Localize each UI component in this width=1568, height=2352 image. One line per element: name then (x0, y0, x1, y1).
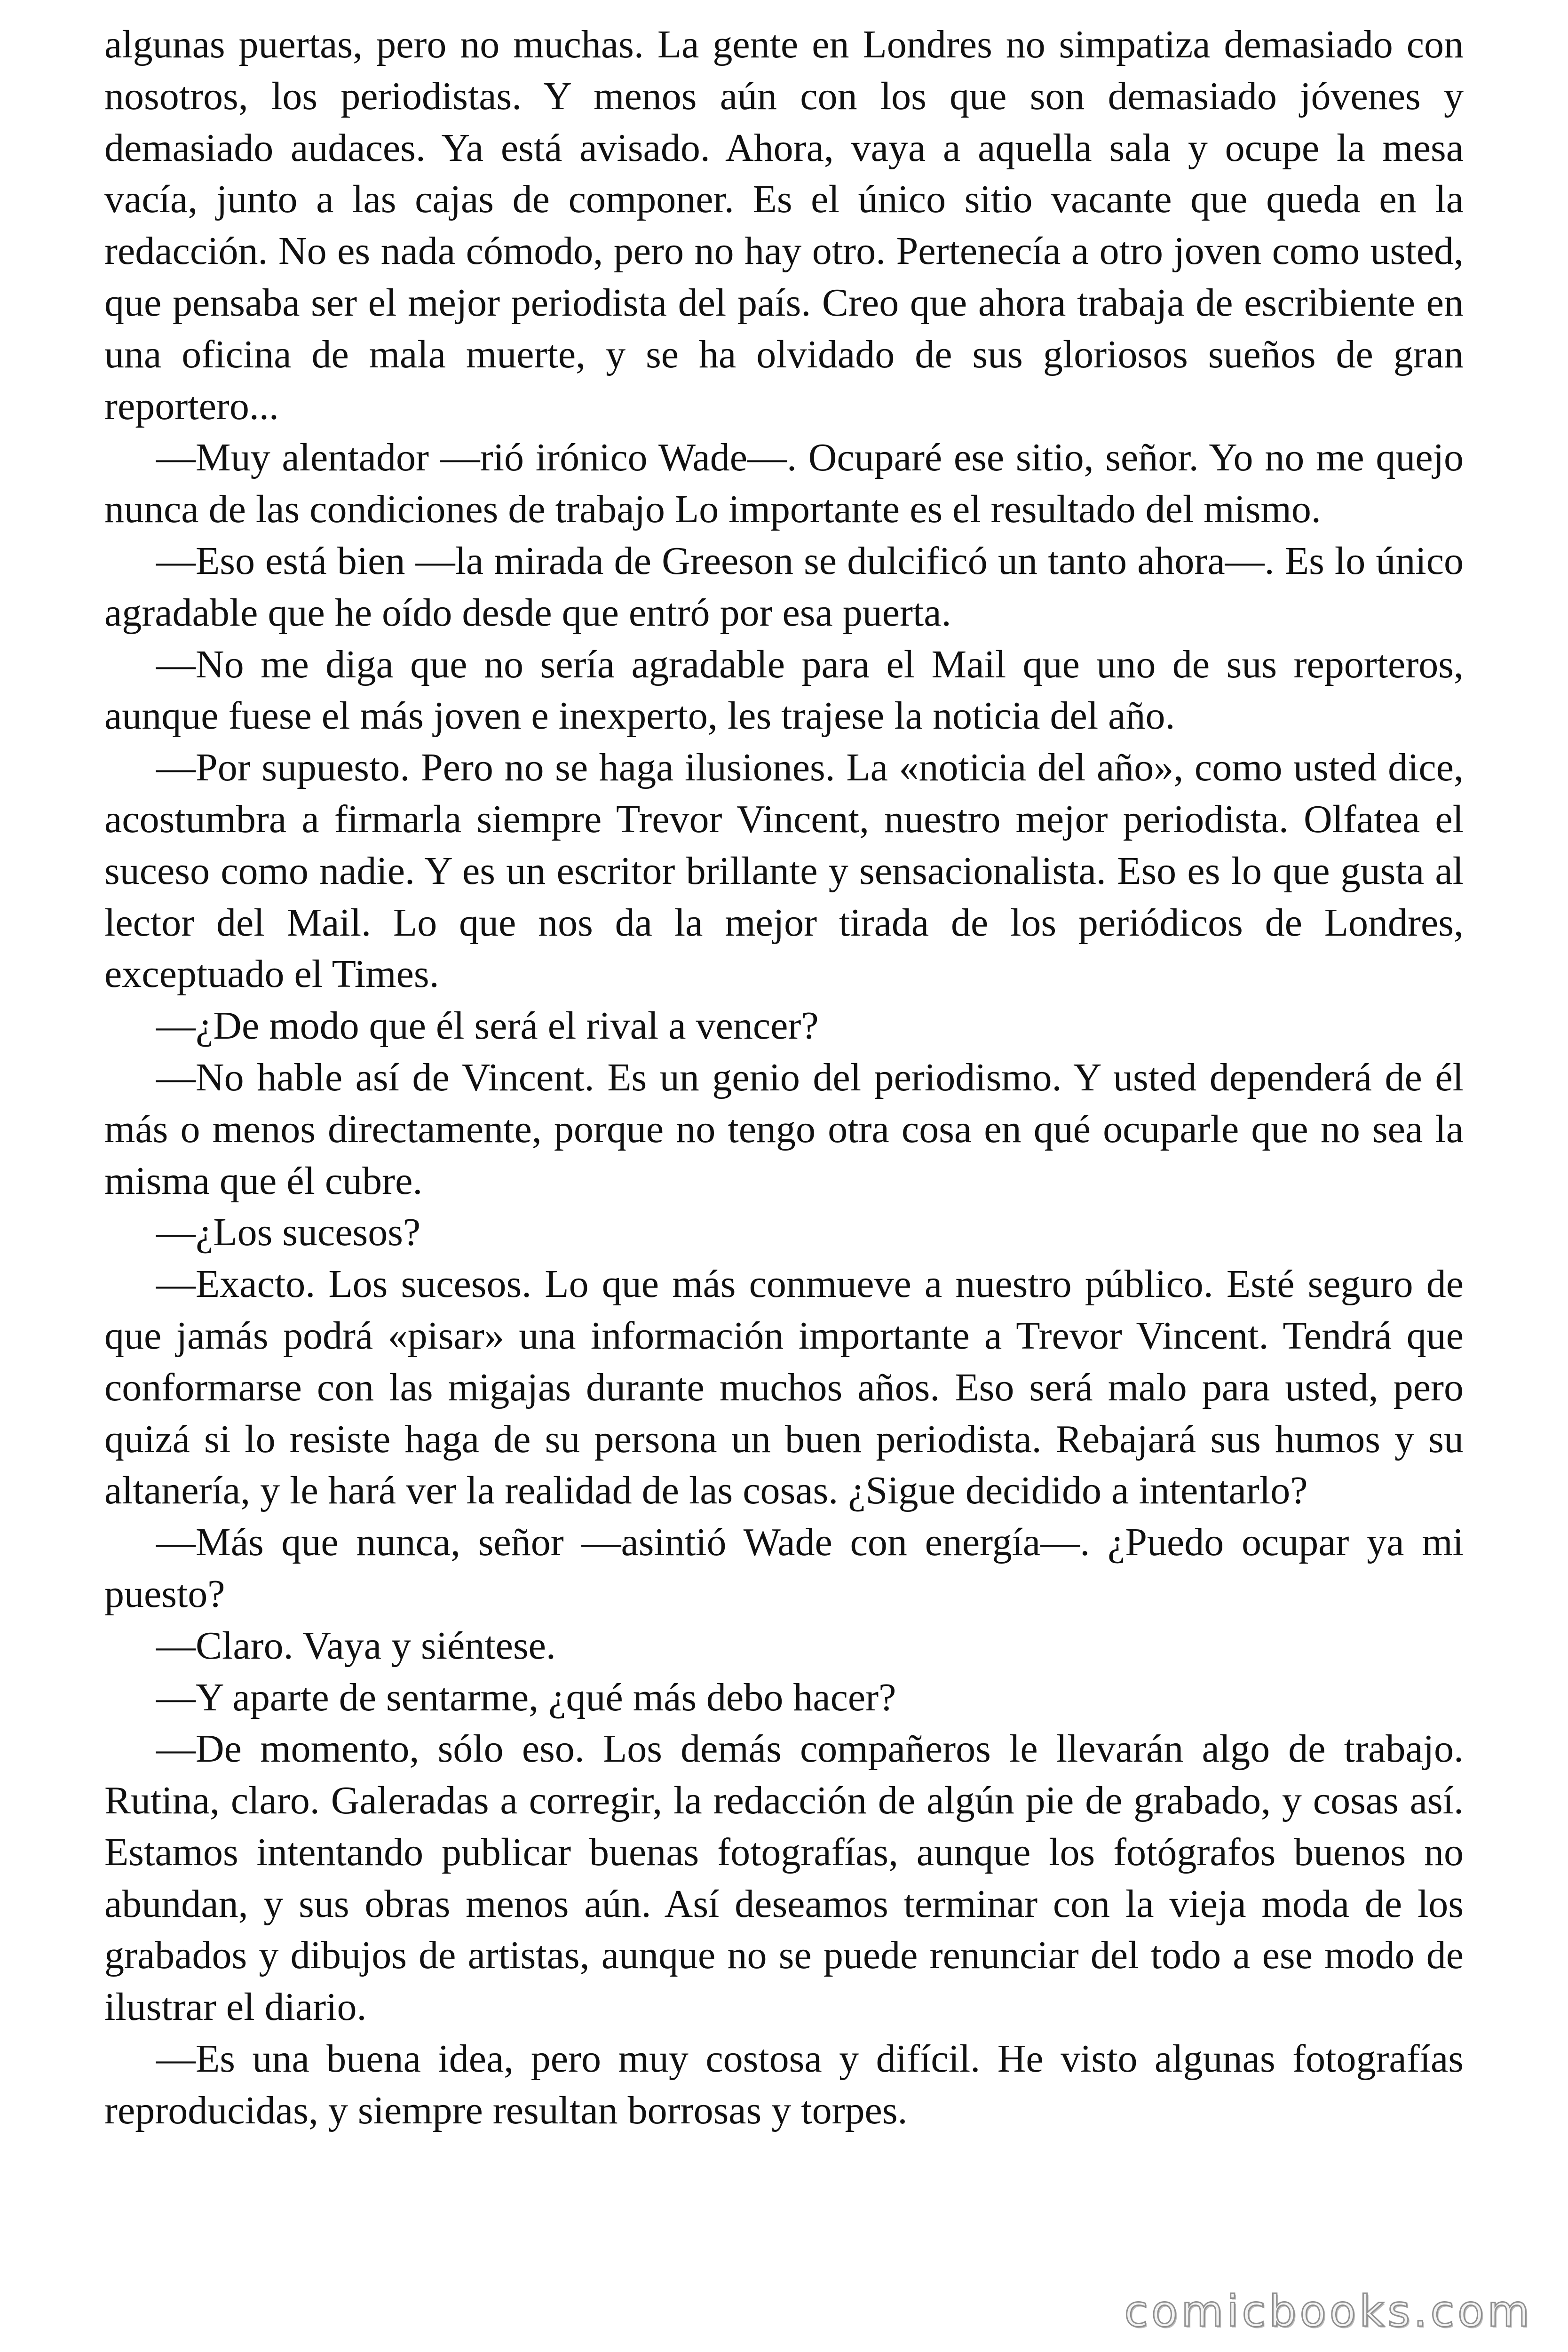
dialogue-paragraph: —No hable así de Vincent. Es un genio del periodismo. Y usted dependerá de él más o menos directamente, porque no tengo otra cosa en qué ocuparle que no sea la misma que él cubre. (104, 1055, 1464, 1203)
watermark-logo: comicbooks.com (1124, 2286, 1533, 2336)
dialogue-paragraph: —¿Los sucesos? (156, 1210, 421, 1255)
paragraph-continuation: algunas puertas, pero no muchas. La gente en Londres no simpatiza demasiado con nosotros, los periodistas. Y menos aún con los que son demasiado jóvenes y demasiado audaces. Ya está avisado. Ahora, vaya a aquella sala y ocupe la mesa vacía, junto a las cajas de componer. Es el único sitio vacante que queda en la redacción. No es nada cómodo, pero no hay otro. Pertenecía a otro joven como usted, que pensaba ser el mejor periodista del país. Creo que ahora trabaja de escribiente en una oficina de mala muerte, y se ha olvidado de sus gloriosos sueños de gran reportero... (104, 23, 1464, 428)
dialogue-paragraph: —Es una buena idea, pero muy costosa y difícil. He visto algunas fotografías reproducidas, y siempre resultan borrosas y torpes. (104, 2037, 1464, 2132)
dialogue-paragraph: —De momento, sólo eso. Los demás compañeros le llevarán algo de trabajo. Rutina, claro. Galeradas a corregir, la redacción de algún pie de grabado, y cosas así. Estamos intentando publicar buenas fotografías, aunque los fotógrafos buenos no abundan, y sus obras menos aún. Así deseamos terminar con la vieja moda de los grabados y dibujos de artistas, aunque no se puede renunciar del todo a ese modo de ilustrar el diario. (104, 1727, 1464, 2029)
dialogue-paragraph: —Eso está bien —la mirada de Greeson se dulcificó un tanto ahora—. Es lo único agradable que he oído desde que entró por esa puerta. (104, 539, 1464, 635)
dialogue-paragraph: —Exacto. Los sucesos. Lo que más conmueve a nuestro público. Esté seguro de que jamás podrá «pisar» una información importante a Trevor Vincent. Tendrá que conformarse con las migajas durante muchos años. Eso será malo para usted, pero quizá si lo resiste haga de su persona un buen periodista. Rebajará sus humos y su altanería, y le hará ver la realidad de las cosas. ¿Sigue decidido a intentarlo? (104, 1262, 1464, 1513)
dialogue-paragraph: —Muy alentador —rió irónico Wade—. Ocuparé ese sitio, señor. Yo no me quejo nunca de las condiciones de trabajo Lo importante es el resultado del mismo. (104, 436, 1464, 532)
dialogue-paragraph: —Más que nunca, señor —asintió Wade con energía—. ¿Puedo ocupar ya mi puesto? (104, 1520, 1464, 1616)
dialogue-paragraph: —Por supuesto. Pero no se haga ilusiones. La «noticia del año», como usted dice, acostumbra a firmarla siempre Trevor Vincent, nuestro mejor periodista. Olfatea el suceso como nadie. Y es un escritor brillante y sensacionalista. Eso es lo que gusta al lector del Mail. Lo que nos da la mejor tirada de los periódicos de Londres, exceptuado el Times. (104, 746, 1464, 996)
dialogue-paragraph: —Y aparte de sentarme, ¿qué más debo hacer? (156, 1675, 896, 1719)
dialogue-paragraph: —Claro. Vaya y siéntese. (156, 1623, 556, 1668)
page-body (104, 19, 1464, 2305)
dialogue-paragraph: —¿De modo que él será el rival a vencer? (156, 1004, 819, 1048)
dialogue-paragraph: —No me diga que no sería agradable para el Mail que uno de sus reporteros, aunque fuese el más joven e inexperto, les trajese la noticia del año. (104, 642, 1464, 738)
